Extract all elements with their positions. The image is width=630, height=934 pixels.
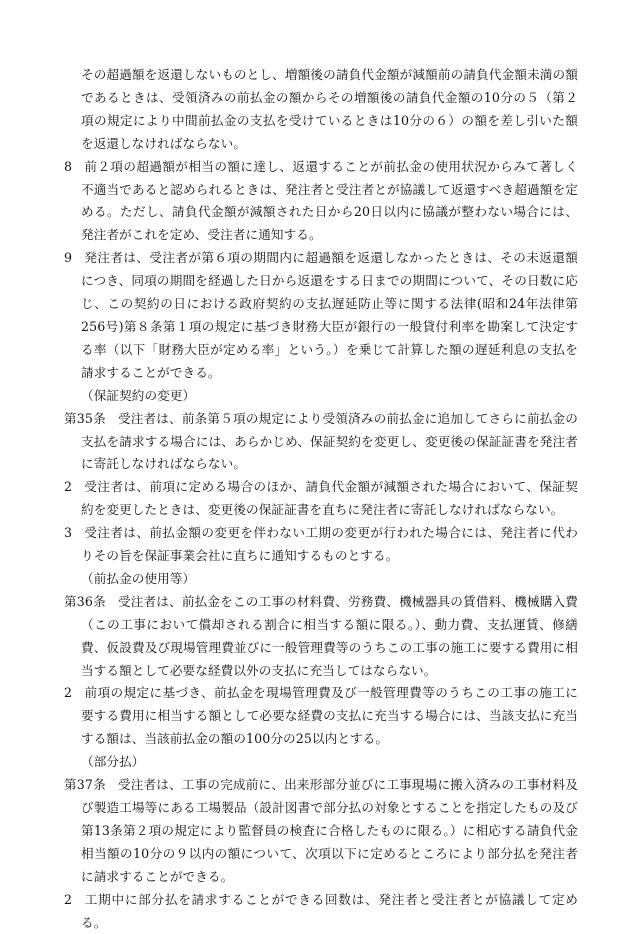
clause-text: 発注者は、受注者が第６項の期間内に超過額を返還しなかったときは、その未返還額につき、同項の期間を経過した日から返還をする日までの期間について、その日数に応じ、この契約の日における政府契約の支払遅延防止等に関する法律(昭和24年法律第256号)第８条第１項の規定に基づき財務大臣が銀行の一般貸付利率を勘案して決定する率（以下「財務大臣が定める率」という。）を乗じて計算した額の遅延利息の支払を請求することができる。 [81, 250, 578, 380]
clause-number: 8 [64, 158, 73, 174]
clause-number: 9 [64, 250, 73, 266]
heading-text: （保証契約の変更） [81, 387, 196, 403]
article-number: 第37条 [64, 777, 106, 793]
clause-text: 前項の規定に基づき、前払金を現場管理費及び一般管理費等のうちこの工事の施工に要する費用に相当する額として必要な経費の支払に充当する場合には、当該支払に充当する額は、当該前払金の額の100分の25以内とする。 [81, 685, 578, 747]
clause-item-9 [0, 247, 630, 384]
clause-number: 2 [64, 479, 73, 495]
article-heading [0, 751, 630, 774]
heading-text: （前払金の使用等） [81, 570, 196, 586]
article-36 [0, 591, 630, 683]
article-number: 第35条 [64, 410, 106, 426]
article-37 [0, 774, 630, 889]
clause-item-8 [0, 156, 630, 248]
clause-item-2 [0, 889, 630, 934]
clause-text: 受注者は、前払金額の変更を伴わない工期の変更が行われた場合には、発注者に代わりその旨を保証事業会社に直ちに通知するものとする。 [81, 525, 578, 564]
clause-item-2 [0, 476, 630, 522]
document-body [0, 64, 630, 934]
continuation-paragraph [0, 64, 630, 156]
clause-item-3 [0, 522, 630, 568]
article-text: 受注者は、工事の完成前に、出来形部分並びに工事現場に搬入済みの工事材料及び製造工場等にある工場製品（設計図書で部分払の対象とすることを指定したもの及び第13条第２項の規定により監督員の検査に合格したものに限る。）に相応する請負代金相当額の10分の９以内の額について、次項以下に定めるところにより部分払を発注者に請求することができる。 [81, 777, 578, 884]
article-text: 受注者は、前払金をこの工事の材料費、労務費、機械器具の賃借料、機械購入費（この工事において償却される割合に相当する額に限る。）、動力費、支払運賃、修繕費、仮設費及び現場管理費並びに一般管理費等のうちこの工事の施工に要する費用に相当する額として必要な経費以外の支払に充当してはならない。 [81, 593, 578, 678]
article-text: 受注者は、前条第５項の規定により受領済みの前払金に追加してさらに前払金の支払を請求する場合には、あらかじめ、保証契約を変更し、変更後の保証証書を発注者に寄託しなければならない。 [81, 410, 578, 472]
clause-text: 受注者は、前項に定める場合のほか、請負代金額が減額された場合において、保証契約を変更したときは、変更後の保証証書を直ちに発注者に寄託しなければならない。 [81, 479, 578, 518]
clause-text: 工期中に部分払を請求することができる回数は、発注者と受注者とが協議して定める。 [81, 891, 578, 930]
article-35 [0, 408, 630, 477]
heading-text: （部分払） [81, 754, 145, 770]
clause-number: 3 [64, 525, 73, 541]
paragraph-text: その超過額を返還しないものとし、増額後の請負代金額が減額前の請負代金額未満の額であるときは、受領済みの前払金の額からその増額後の請負代金額の10分の５（第２項の規定により中間前払金の支払を受けているときは10分の６）の額を差し引いた額を返還しなければならない。 [81, 67, 578, 151]
clause-number: 2 [64, 685, 73, 701]
article-heading [0, 385, 630, 408]
article-heading [0, 568, 630, 591]
clause-text: 前２項の超過額が相当の額に達し、返還することが前払金の使用状況からみて著しく不適当であると認められるときは、発注者と受注者とが協議して返還すべき超過額を定める。ただし、請負代金額が減額された日から20日以内に協議が整わない場合には、発注者がこれを定め、受注者に通知する。 [81, 158, 578, 243]
article-number: 第36条 [64, 593, 106, 609]
clause-item-2 [0, 682, 630, 751]
clause-number: 2 [64, 891, 73, 907]
